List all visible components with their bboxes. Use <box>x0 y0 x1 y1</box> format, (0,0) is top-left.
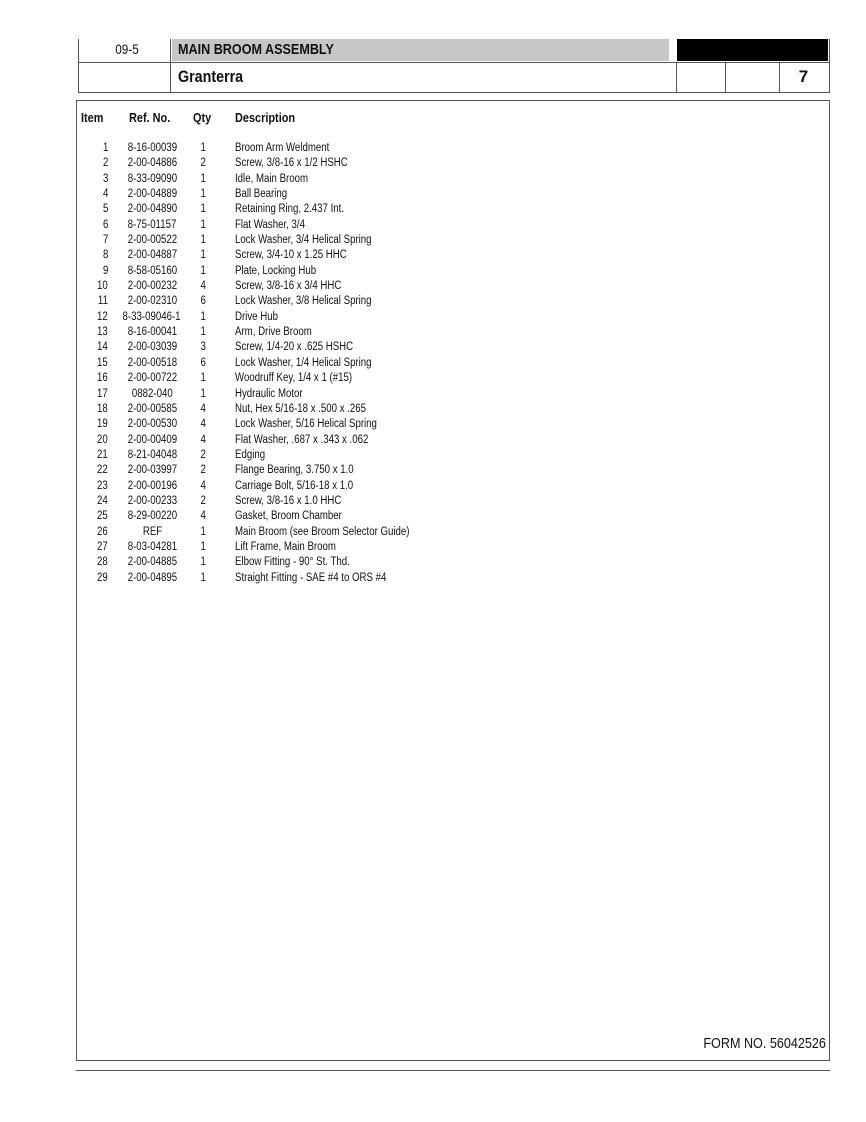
table-row <box>0 294 866 309</box>
part-description: Flat Washer, .687 x .343 x .062 <box>235 433 369 446</box>
form-number: FORM NO. 56042526 <box>703 1035 826 1052</box>
part-quantity: 1 <box>200 525 206 538</box>
part-item-number: 15 <box>97 356 108 369</box>
part-description: Retaining Ring, 2.437 Int. <box>235 203 345 216</box>
part-ref-number: 2-00-00409 <box>127 433 177 446</box>
part-ref-number: 8-03-04281 <box>127 540 177 553</box>
header-right-border <box>829 39 830 93</box>
part-ref-number: 2-00-04887 <box>127 249 177 262</box>
table-row <box>0 172 866 187</box>
part-description: Drive Hub <box>235 310 278 323</box>
part-item-number: 5 <box>102 203 108 216</box>
part-item-number: 19 <box>97 418 108 431</box>
part-description: Elbow Fitting - 90° St. Thd. <box>235 556 350 569</box>
part-description: Main Broom (see Broom Selector Guide) <box>235 525 410 538</box>
part-item-number: 16 <box>97 372 108 385</box>
part-ref-number: 2-00-00722 <box>127 372 177 385</box>
part-item-number: 21 <box>97 448 108 461</box>
part-ref-number: 2-00-00232 <box>127 280 177 293</box>
table-row <box>0 402 866 417</box>
table-row <box>0 310 866 325</box>
part-ref-number: 8-29-00220 <box>127 510 177 523</box>
part-description: Gasket, Broom Chamber <box>235 510 342 523</box>
part-item-number: 23 <box>97 479 108 492</box>
part-item-number: 28 <box>97 556 108 569</box>
part-ref-number: 2-00-04890 <box>127 203 177 216</box>
part-ref-number: 2-00-00530 <box>127 418 177 431</box>
frame-bottom-line <box>76 1060 830 1061</box>
part-item-number: 8 <box>102 249 108 262</box>
part-quantity: 2 <box>200 494 206 507</box>
part-item-number: 2 <box>102 157 108 170</box>
part-description: Ball Bearing <box>235 188 288 201</box>
assembly-title: MAIN BROOM ASSEMBLY <box>178 41 334 58</box>
column-header-description: Description <box>235 110 296 125</box>
part-ref-number: 2-00-00585 <box>127 402 177 415</box>
part-ref-number: 2-00-00196 <box>127 479 177 492</box>
part-quantity: 6 <box>200 356 206 369</box>
part-description: Carriage Bolt, 5/16-18 x 1.0 <box>235 479 354 492</box>
part-description: Nut, Hex 5/16-18 x .500 x .265 <box>235 402 367 415</box>
table-row <box>0 233 866 248</box>
table-row <box>0 141 866 156</box>
part-item-number: 14 <box>97 341 108 354</box>
part-ref-number: 8-33-09046-1 <box>122 310 182 323</box>
part-ref-number: 2-00-00518 <box>127 356 177 369</box>
table-row <box>0 248 866 263</box>
part-quantity: 1 <box>200 264 206 277</box>
table-row <box>0 325 866 340</box>
part-item-number: 7 <box>102 234 108 247</box>
part-ref-number: 0882-040 <box>131 387 173 400</box>
part-item-number: 6 <box>102 218 108 231</box>
part-quantity: 1 <box>200 203 206 216</box>
header-divider-1 <box>170 39 171 93</box>
table-row <box>0 187 866 202</box>
part-item-number: 25 <box>97 510 108 523</box>
part-item-number: 13 <box>97 326 108 339</box>
header-divider-3 <box>725 62 726 93</box>
table-row <box>0 279 866 294</box>
part-description: Lock Washer, 5/16 Helical Spring <box>235 418 377 431</box>
model-name: Granterra <box>178 67 244 86</box>
part-description: Plate, Locking Hub <box>235 264 317 277</box>
part-quantity: 1 <box>200 540 206 553</box>
part-quantity: 1 <box>200 387 206 400</box>
part-quantity: 2 <box>200 157 206 170</box>
part-item-number: 29 <box>97 571 108 584</box>
table-row <box>0 479 866 494</box>
table-row <box>0 509 866 524</box>
page-number: 7 <box>798 67 809 86</box>
table-row <box>0 494 866 509</box>
part-item-number: 3 <box>102 172 108 185</box>
part-description: Flange Bearing, 3.750 x 1.0 <box>235 464 354 477</box>
part-ref-number: 8-33-09090 <box>127 172 177 185</box>
part-description: Flat Washer, 3/4 <box>235 218 305 231</box>
part-ref-number: 8-75-01157 <box>127 218 177 231</box>
part-quantity: 4 <box>200 418 206 431</box>
table-row <box>0 156 866 171</box>
part-ref-number: 2-00-04895 <box>127 571 177 584</box>
part-description: Screw, 3/8-16 x 3/4 HHC <box>235 280 342 293</box>
part-quantity: 1 <box>200 188 206 201</box>
part-item-number: 9 <box>102 264 108 277</box>
part-ref-number: REF <box>142 525 162 538</box>
part-ref-number: 2-00-00233 <box>127 494 177 507</box>
part-item-number: 12 <box>97 310 108 323</box>
part-description: Screw, 1/4-20 x .625 HSHC <box>235 341 354 354</box>
part-item-number: 18 <box>97 402 108 415</box>
part-item-number: 17 <box>97 387 108 400</box>
header-left-border <box>78 39 79 93</box>
part-description: Lift Frame, Main Broom <box>235 540 336 553</box>
part-item-number: 24 <box>97 494 108 507</box>
column-header-qty: Qty <box>193 110 212 125</box>
part-quantity: 4 <box>200 433 206 446</box>
parts-list <box>0 141 866 586</box>
part-description: Lock Washer, 3/8 Helical Spring <box>235 295 372 308</box>
header-divider-2 <box>676 62 677 93</box>
part-ref-number: 2-00-00522 <box>127 234 177 247</box>
part-description: Straight Fitting - SAE #4 to ORS #4 <box>235 571 387 584</box>
table-row <box>0 571 866 586</box>
part-quantity: 1 <box>200 172 206 185</box>
table-row <box>0 218 866 233</box>
part-description: Woodruff Key, 1/4 x 1 (#15) <box>235 372 353 385</box>
part-quantity: 2 <box>200 448 206 461</box>
header-bottom-line <box>78 92 830 93</box>
part-description: Broom Arm Weldment <box>235 142 330 154</box>
table-row <box>0 417 866 432</box>
part-ref-number: 8-16-00041 <box>127 326 177 339</box>
header-mid-line <box>78 62 830 63</box>
part-item-number: 4 <box>102 188 108 201</box>
part-quantity: 4 <box>200 510 206 523</box>
part-ref-number: 8-21-04048 <box>127 448 177 461</box>
part-description: Edging <box>235 448 266 461</box>
table-row <box>0 463 866 478</box>
part-quantity: 1 <box>200 218 206 231</box>
part-quantity: 2 <box>200 464 206 477</box>
table-row <box>0 387 866 402</box>
frame-top-line <box>76 100 830 101</box>
table-row <box>0 540 866 555</box>
column-header-item: Item <box>81 110 104 125</box>
part-description: Hydraulic Motor <box>235 387 303 400</box>
part-quantity: 1 <box>200 234 206 247</box>
part-ref-number: 2-00-04886 <box>127 157 177 170</box>
part-description: Lock Washer, 1/4 Helical Spring <box>235 356 372 369</box>
part-item-number: 27 <box>97 540 108 553</box>
part-item-number: 11 <box>97 295 108 308</box>
part-description: Screw, 3/4-10 x 1.25 HHC <box>235 249 347 262</box>
section-number: 09-5 <box>115 41 139 57</box>
part-item-number: 1 <box>102 142 108 154</box>
part-ref-number: 8-58-05160 <box>127 264 177 277</box>
table-row <box>0 356 866 371</box>
part-description: Screw, 3/8-16 x 1.0 HHC <box>235 494 342 507</box>
table-row <box>0 448 866 463</box>
part-quantity: 4 <box>200 280 206 293</box>
table-row <box>0 202 866 217</box>
part-quantity: 3 <box>200 341 206 354</box>
part-description: Arm, Drive Broom <box>235 326 312 339</box>
part-ref-number: 8-16-00039 <box>127 142 177 154</box>
part-quantity: 1 <box>200 249 206 262</box>
part-quantity: 1 <box>200 571 206 584</box>
part-ref-number: 2-00-03997 <box>127 464 177 477</box>
table-row <box>0 371 866 386</box>
page-bottom-rule <box>76 1070 830 1071</box>
part-item-number: 26 <box>97 525 108 538</box>
part-quantity: 6 <box>200 295 206 308</box>
part-quantity: 1 <box>200 142 206 154</box>
part-description: Screw, 3/8-16 x 1/2 HSHC <box>235 157 348 170</box>
table-row <box>0 555 866 570</box>
part-ref-number: 2-00-02310 <box>127 295 177 308</box>
table-row <box>0 433 866 448</box>
table-row <box>0 264 866 279</box>
part-item-number: 10 <box>97 280 108 293</box>
part-item-number: 22 <box>97 464 108 477</box>
part-item-number: 20 <box>97 433 108 446</box>
column-header-ref: Ref. No. <box>129 110 171 125</box>
header-black-block <box>677 39 828 61</box>
part-ref-number: 2-00-04889 <box>127 188 177 201</box>
part-description: Lock Washer, 3/4 Helical Spring <box>235 234 372 247</box>
part-quantity: 1 <box>200 326 206 339</box>
part-ref-number: 2-00-04885 <box>127 556 177 569</box>
part-quantity: 4 <box>200 402 206 415</box>
part-quantity: 1 <box>200 556 206 569</box>
part-description: Idle, Main Broom <box>235 172 309 185</box>
table-row <box>0 525 866 540</box>
part-ref-number: 2-00-03039 <box>127 341 177 354</box>
part-quantity: 4 <box>200 479 206 492</box>
table-row <box>0 340 866 355</box>
part-quantity: 1 <box>200 372 206 385</box>
part-quantity: 1 <box>200 310 206 323</box>
